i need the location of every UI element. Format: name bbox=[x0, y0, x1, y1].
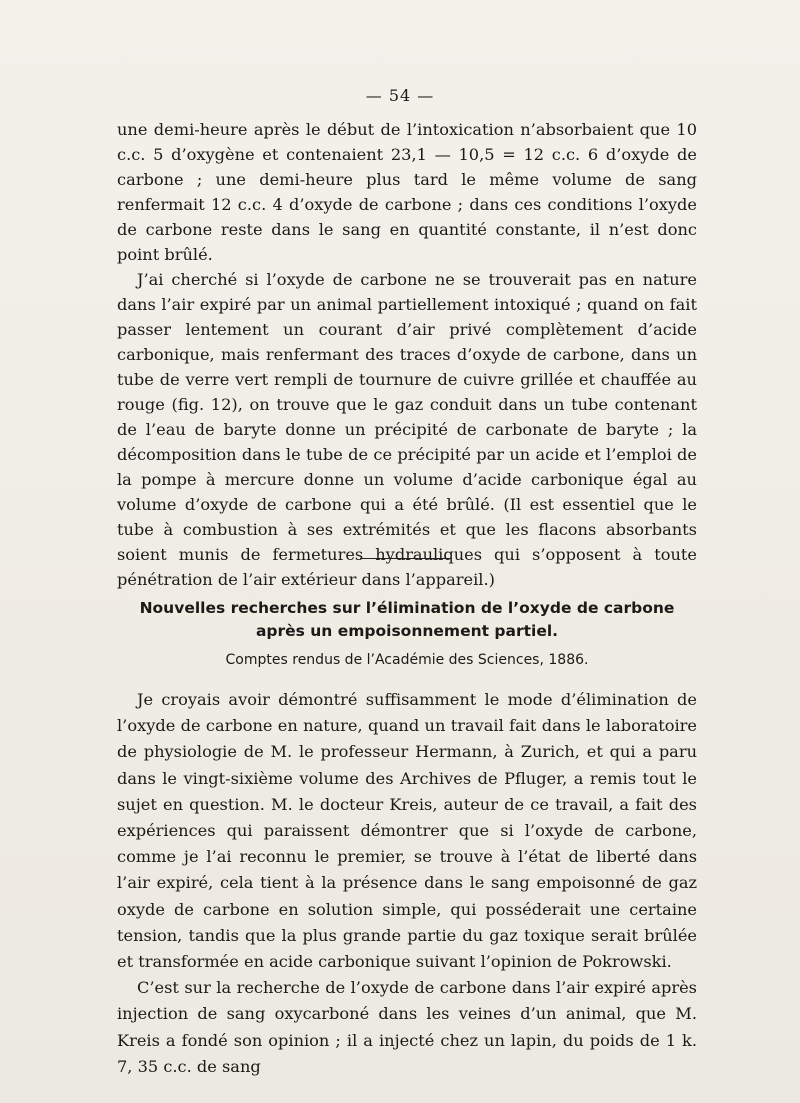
page-number: — 54 — bbox=[365, 86, 435, 105]
section-title bbox=[117, 597, 697, 643]
section-divider bbox=[360, 558, 450, 559]
paragraph-continuation: une demi-heure après le début de l’intoxication n’absorbaient que 10 c.c. 5 d’oxygène et contenaient 23,1 — 10,5 = 12 c.c. 6 d’oxyde de carbone ; une demi-heure plus tard le même volume de sang renfermait 12 c.c. 4 d’oxyde de carbone ; dans ces conditions l’oxyde de carbone reste dans le sang en quantité constante, il n’est donc point brûlé. bbox=[117, 120, 697, 264]
paragraph-experiment: J’ai cherché si l’oxyde de carbone ne se trouverait pas en nature dans l’air expiré par un animal partiellement intoxiqué ; quand on fait passer lentement un courant d’air privé complètement d’acide carbonique, mais renfermant des traces d’oxyde de carbone, dans un tube de verre vert rempli de tournure de cuivre grillée et chauffée au rouge (fig. 12), on trouve que le gaz conduit dans un tube contenant de l’eau de baryte donne un précipité de carbonate de baryte ; la décomposition dans le tube de ce précipité par un acide et l’emploi de la pompe à mercure donne un volume d’acide carbonique égal au volume d’oxyde de carbone qui a été brûlé. (Il est essentiel que le tube à combustion à ses extrémités et que les flacons absorbants soient munis de fermetures hydrauliques qui s’opposent à toute pénétration de l’air extérieur dans l’appareil.) bbox=[117, 270, 697, 589]
section-citation: Comptes rendus de l’Académie des Sciences, 1886. bbox=[225, 652, 589, 668]
section-title-line-2: après un empoisonnement partiel. bbox=[255, 622, 559, 640]
section-1-text bbox=[117, 117, 697, 592]
section-2-text bbox=[117, 687, 697, 1080]
section-title-line-1: Nouvelles recherches sur l’élimination de l’oxyde de carbone bbox=[139, 599, 675, 617]
paragraph-kreis-opinion: C’est sur la recherche de l’oxyde de carbone dans l’air expiré après injection de sang oxycarboné dans les veines d’un animal, que M. Kreis a fondé son opinion ; il a injecté chez un lapin, du poids de 1 k. 7, 35 c.c. de sang bbox=[117, 978, 697, 1076]
paragraph-kreis-work: Je croyais avoir démontré suffisamment le mode d’élimination de l’oxyde de carbone en nature, quand un travail fait dans le laboratoire de physiologie de M. le professeur Hermann, à Zurich, et qui a paru dans le vingt-sixième volume des Archives de Pfluger, a remis tout le sujet en question. M. le docteur Kreis, auteur de ce travail, a fait des expériences qui paraissent démontrer que si l’oxyde de carbone, comme je l’ai reconnu le premier, se trouve à l’état de liberté dans l’air expiré, cela tient à la présence dans le sang empoisonné de gaz oxyde de carbone en solution simple, qui posséderait une certaine tension, tandis que la plus grande partie du gaz toxique serait brûlée et transformée en acide carbonique suivant l’opinion de Pokrowski. bbox=[117, 690, 697, 972]
